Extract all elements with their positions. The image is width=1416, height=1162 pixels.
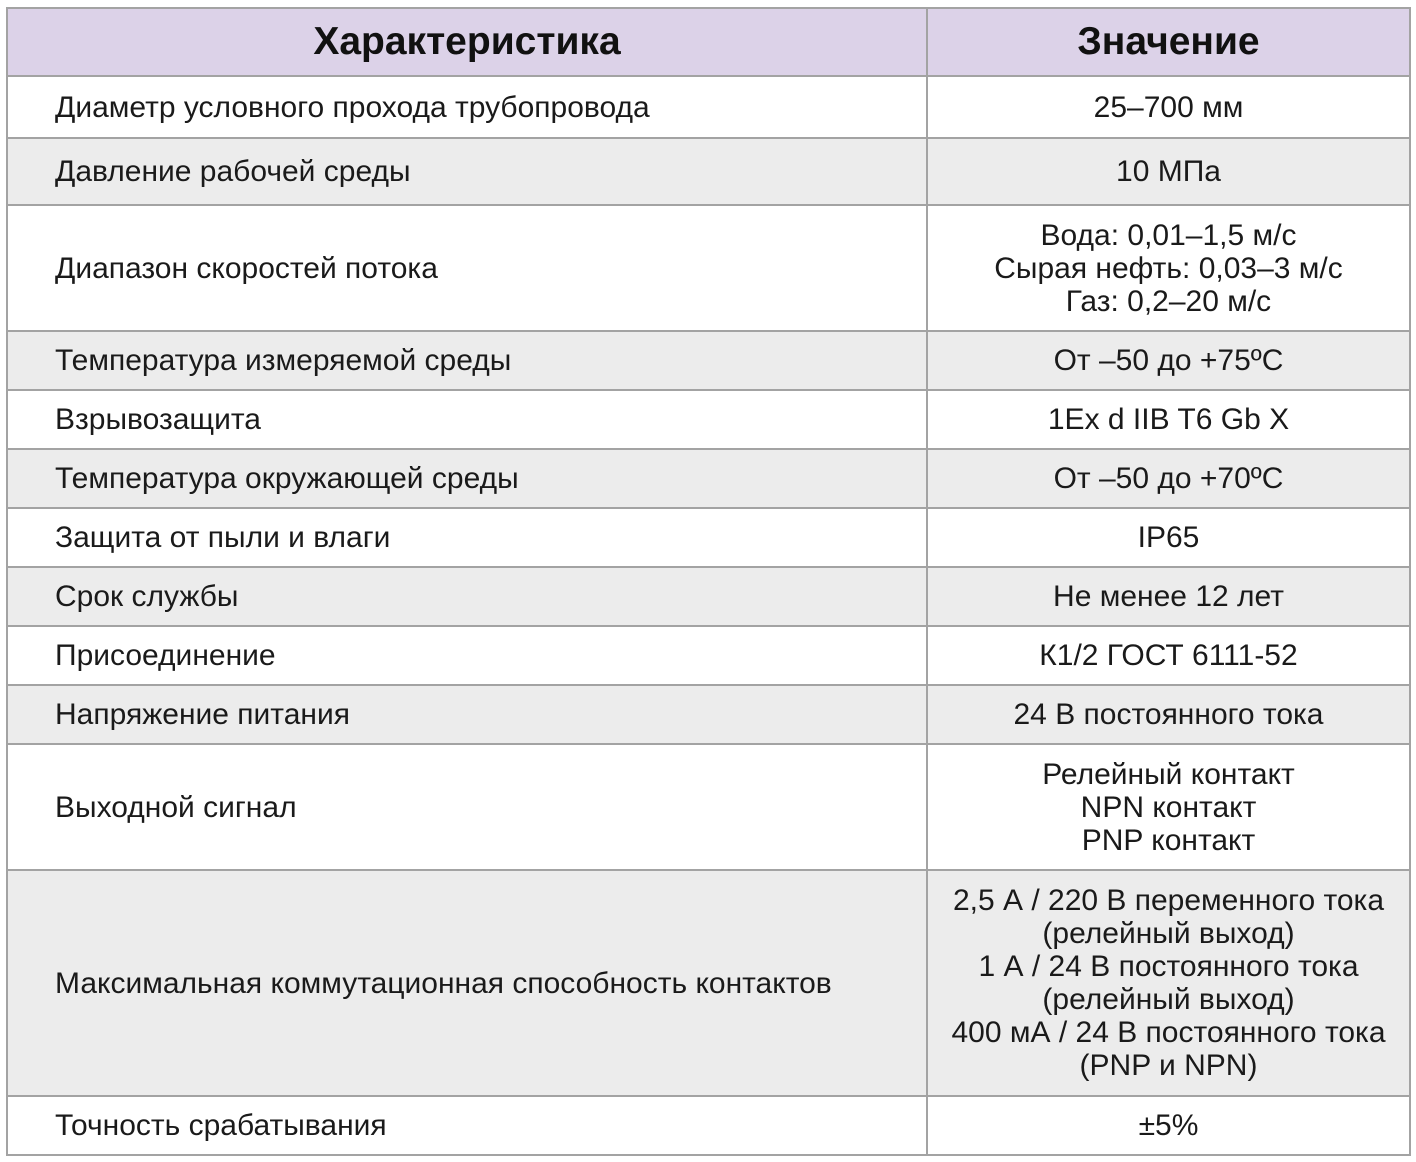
row-value: ±5%: [927, 1096, 1410, 1155]
row-name: Защита от пыли и влаги: [7, 508, 927, 567]
row-value: К1/2 ГОСТ 6111-52: [927, 626, 1410, 685]
row-name: Выходной сигнал: [7, 744, 927, 870]
row-name: Точность срабатывания: [7, 1096, 927, 1155]
row-value: IP65: [927, 508, 1410, 567]
row-name: Температура окружающей среды: [7, 449, 927, 508]
row-value: 24 В постоянного тока: [927, 685, 1410, 744]
row-name: Взрывозащита: [7, 390, 927, 449]
table-row: [7, 138, 1410, 205]
table-row: [7, 508, 1410, 567]
table-row: [7, 626, 1410, 685]
table-row: [7, 331, 1410, 390]
row-name: Максимальная коммутационная способность контактов: [7, 870, 927, 1096]
row-value: Не менее 12 лет: [927, 567, 1410, 626]
row-name: Давление рабочей среды: [7, 138, 927, 205]
row-value: 2,5 А / 220 В переменного тока (релейный выход) 1 А / 24 В постоянного тока (релейный выход) 400 мА / 24 В постоянного тока (PNP и NPN): [927, 870, 1410, 1096]
row-value: От –50 до +70ºС: [927, 449, 1410, 508]
row-name: Присоединение: [7, 626, 927, 685]
table-row: [7, 76, 1410, 138]
row-value: Вода: 0,01–1,5 м/с Сырая нефть: 0,03–3 м/с Газ: 0,2–20 м/с: [927, 205, 1410, 331]
table-row: [7, 744, 1410, 870]
row-value: 1Ex d IIB T6 Gb X: [927, 390, 1410, 449]
row-name: Температура измеряемой среды: [7, 331, 927, 390]
table-row: [7, 870, 1410, 1096]
table-row: [7, 390, 1410, 449]
table-header-row: [7, 8, 1410, 76]
table-row: [7, 1096, 1410, 1155]
table-row: [7, 567, 1410, 626]
column-header-value: Значение: [927, 8, 1410, 76]
row-name: Напряжение питания: [7, 685, 927, 744]
row-value: От –50 до +75ºС: [927, 331, 1410, 390]
table-row: [7, 205, 1410, 331]
spec-table: [6, 7, 1411, 1156]
table-row: [7, 449, 1410, 508]
row-value: Релейный контакт NPN контакт PNP контакт: [927, 744, 1410, 870]
table-row: [7, 685, 1410, 744]
row-name: Диаметр условного прохода трубопровода: [7, 76, 927, 138]
column-header-characteristic: Характеристика: [7, 8, 927, 76]
row-name: Диапазон скоростей потока: [7, 205, 927, 331]
row-name: Срок службы: [7, 567, 927, 626]
row-value: 25–700 мм: [927, 76, 1410, 138]
row-value: 10 МПа: [927, 138, 1410, 205]
